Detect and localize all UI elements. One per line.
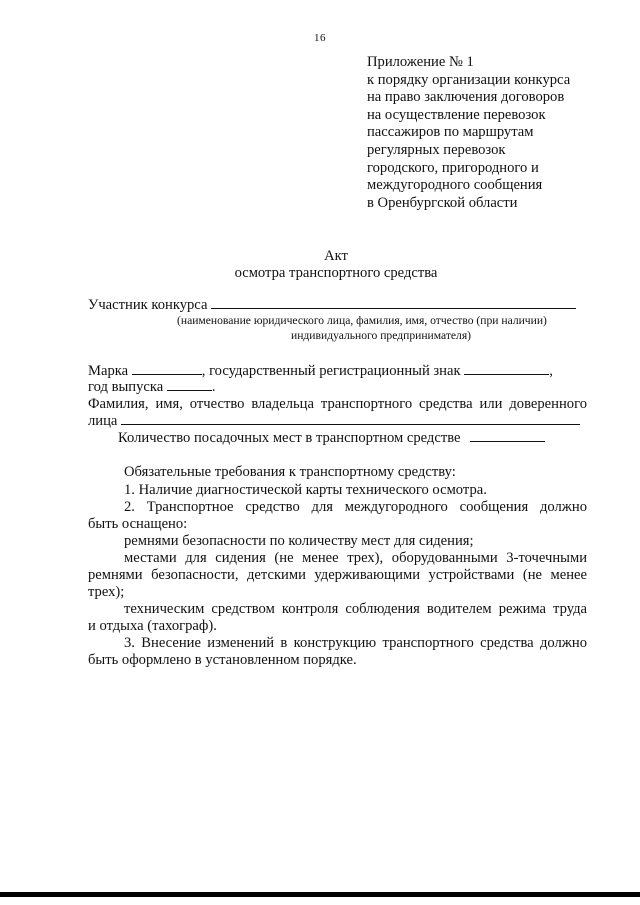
appendix-line: в Оренбургской области [367,194,518,211]
appendix-line: к порядку организации конкурса [367,71,571,88]
participant-hint: (наименование юридического лица, фамилия, имя, отчество (при наличии) [177,314,547,327]
appendix-line: на осуществление перевозок [367,106,546,123]
requirement-item-3-cont: быть оформлено в установленном порядке. [88,652,357,668]
participant-label: Участник конкурса [88,297,208,313]
requirement-belts: ремнями безопасности по количеству мест для сидения; [124,533,474,549]
year-field[interactable] [167,378,212,391]
owner-row [88,412,580,430]
scan-edge [0,892,640,897]
brand-label: Марка [88,363,129,379]
seats-label: Количество посадочных мест в транспортном средстве [118,430,461,446]
appendix-line: городского, пригородного и [367,159,539,176]
seats-row [118,429,545,447]
requirement-seats-cont: ремнями безопасности, детскими удерживающими устройствами (не менее [88,567,587,583]
reg-number-field[interactable] [464,362,549,375]
requirement-item-3: 3. Внесение изменений в конструкцию транспортного средства должно [124,635,587,651]
owner-line: Фамилия, имя, отчество владельца транспортного средства или доверенного [88,396,587,412]
requirement-item-2-cont: быть оснащено: [88,516,188,532]
participant-hint: индивидуального предпринимателя) [291,329,472,342]
document-title: Акт [324,248,348,264]
reg-label: , государственный регистрационный знак [201,363,461,379]
appendix-line: регулярных перевозок [367,141,506,158]
requirement-item-2: 2. Транспортное средство для междугородного сообщения должно [124,499,587,515]
brand-field[interactable] [132,362,202,375]
requirement-tachograph-cont: и отдыха (тахограф). [88,618,217,634]
year-label: год выпуска [88,379,164,395]
owner-field[interactable] [121,412,580,425]
requirement-item-1: 1. Наличие диагностической карты технического осмотра. [124,482,487,498]
owner-label: лица [88,413,118,429]
requirement-seats: местами для сидения (не менее трех), оборудованными 3-точечными [124,550,587,566]
participant-row [88,296,576,314]
appendix-line: Приложение № 1 [367,54,474,70]
page-number: 16 [314,32,326,44]
appendix-line: пассажиров по маршрутам [367,124,534,141]
seats-field[interactable] [470,429,545,442]
requirement-tachograph: техническим средством контроля соблюдения водителем режима труда [124,601,587,617]
year-row [88,378,216,396]
appendix-header [367,54,607,212]
requirement-seats-end: трех); [88,584,125,600]
year-end: . [211,379,216,395]
participant-field[interactable] [211,296,576,309]
appendix-line: междугородного сообщения [367,177,543,194]
document-subtitle: осмотра транспортного средства [234,265,438,281]
requirements-heading: Обязательные требования к транспортному средству: [124,464,456,480]
reg-comma: , [549,363,553,379]
appendix-line: на право заключения договоров [367,89,565,106]
